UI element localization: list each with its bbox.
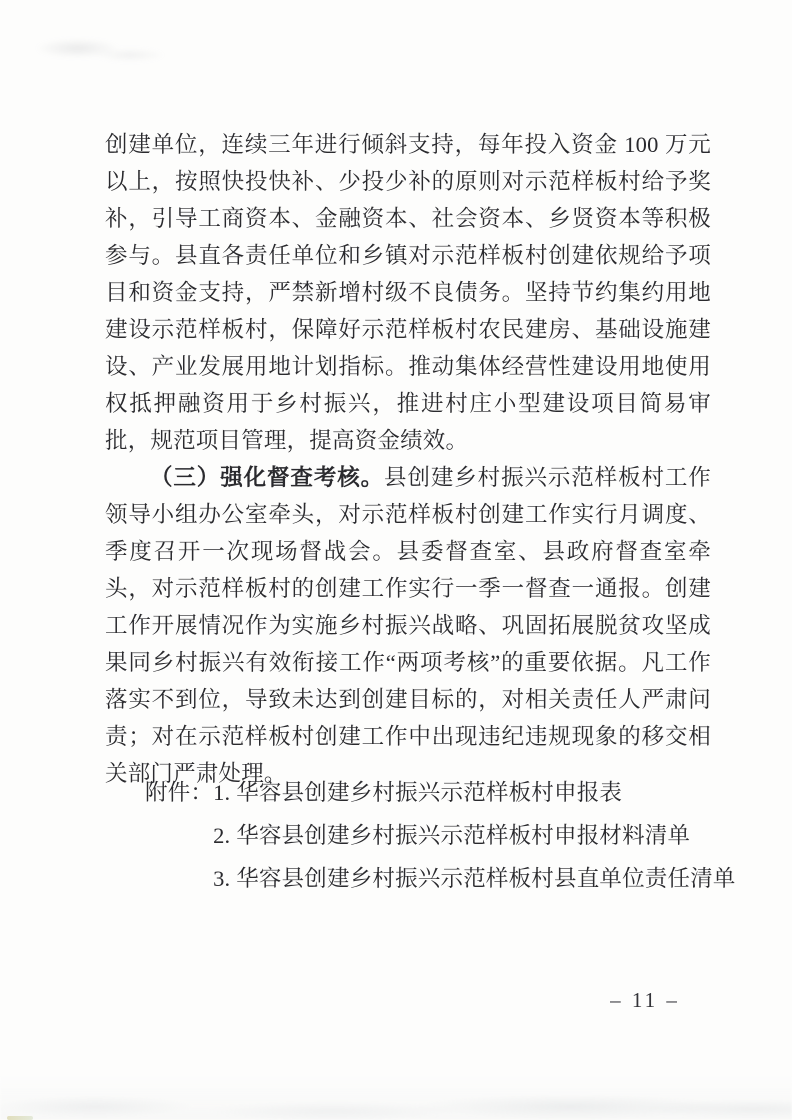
attachment-item-2: 2. 华容县创建乡村振兴示范样板村申报材料清单 xyxy=(213,823,691,848)
attachments-block xyxy=(145,771,736,900)
attachment-item-3: 3. 华容县创建乡村振兴示范样板村县直单位责任清单 xyxy=(213,866,736,891)
section-body-text: 县创建乡村振兴示范样板村工作领导小组办公室牵头，对示范样板村创建工作实行月调度、季度召开一次现场督战会。县委督查室、县政府督查室牵头，对示范样板村的创建工作实行一季一督查一通报。创建工作开展情况作为实施乡村振兴战略、巩固拓展脱贫攻坚成果同乡村振兴有效衔接工作“两项考核”的重要依据。凡工作落实不到位，导致未达到创建目标的，对相关责任人严肃问责；对在示范样板村创建工作中出现违纪违规现象的移交相关部门严肃处理。 xyxy=(105,465,711,786)
attachment-item-1: 1. 华容县创建乡村振兴示范样板村申报表 xyxy=(213,780,623,805)
scan-smudge-artifact xyxy=(25,28,175,73)
document-body xyxy=(105,126,711,792)
section-heading: （三）强化督查考核。 xyxy=(150,465,385,490)
scan-noise-band xyxy=(0,1075,792,1120)
paragraph-continuation: 创建单位，连续三年进行倾斜支持，每年投入资金 100 万元以上，按照快投快补、少投少补的原则对示范样板村给予奖补，引导工商资本、金融资本、社会资本、乡贤资本等积极参与。县直各责任单位和乡镇对示范样板村创建依规给予项目和资金支持，严禁新增村级不良债务。坚持节约集约用地建设示范样板村，保障好示范样板村农民建房、基础设施建设、产业发展用地计划指标。推动集体经营性建设用地使用权抵押融资用于乡村振兴，推进村庄小型建设项目简易审批，规范项目管理，提高资金绩效。 xyxy=(105,132,711,453)
page-number: – 11 – xyxy=(610,988,680,1012)
paragraph-section-three xyxy=(105,459,711,792)
attachments-label: 附件： xyxy=(145,780,214,805)
attachments-list xyxy=(213,771,736,900)
scan-corner-artifact xyxy=(7,1116,33,1120)
